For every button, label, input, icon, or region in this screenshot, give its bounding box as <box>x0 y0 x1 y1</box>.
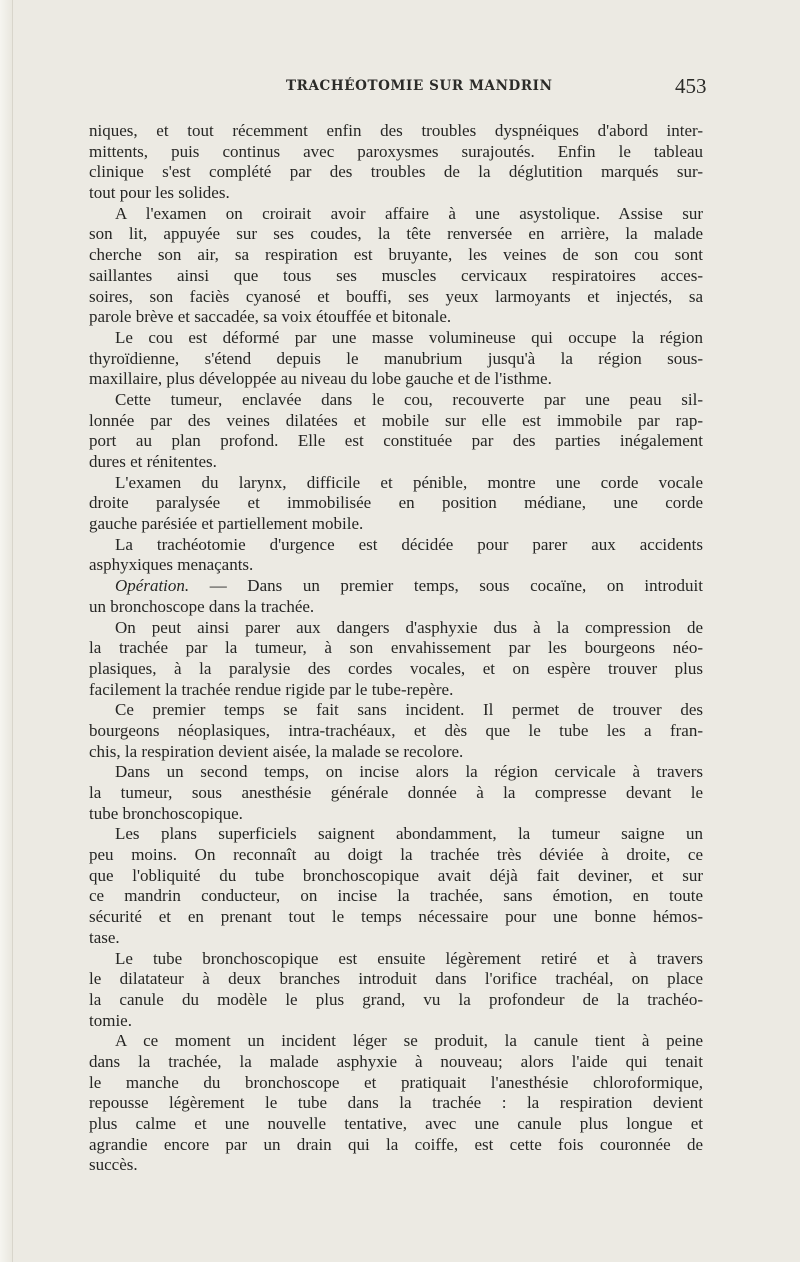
text-line: dans la trachée, la malade asphyxie à nouveau; alors l'aide qui tenait <box>89 1051 703 1071</box>
text-line: Les plans superficiels saignent abondamment, la tumeur saigne un <box>115 824 703 844</box>
text-line: son lit, appuyée sur ses coudes, la tête renversée en arrière, la malade <box>89 224 703 244</box>
text-line: clinique s'est complété par des troubles de la déglutition marqués sur- <box>89 162 703 182</box>
text-line: dures et rénitentes. <box>89 452 217 471</box>
text-line: asphyxiques menaçants. <box>89 555 254 575</box>
text-line: La trachéotomie d'urgence est décidée pour parer aux accidents <box>115 534 703 554</box>
text-line: maxillaire, plus développée au niveau du lobe gauche et de l'isthme. <box>89 369 552 389</box>
text-line: tomie. <box>89 1010 132 1030</box>
running-title: TRACHÉOTOMIE SUR MANDRIN <box>286 78 553 94</box>
text-line: tout pour les solides. <box>89 183 230 203</box>
text-line: On peut ainsi parer aux dangers d'asphyxie dus à la compression de <box>115 617 703 637</box>
page-number: 453 <box>675 74 707 98</box>
text-line: Dans un second temps, on incise alors la région cervicale à travers <box>115 762 703 782</box>
text-line: la trachée par la tumeur, à son envahissement par les bourgeons néo- <box>89 638 703 658</box>
text-line: la tumeur, sous anesthésie générale donnée à la compresse devant le <box>89 783 703 802</box>
text-line: soires, son faciès cyanosé et bouffi, ses yeux larmoyants et injectés, sa <box>89 286 703 306</box>
text-line: chis, la respiration devient aisée, la malade se recolore. <box>89 741 464 761</box>
text-line-operation <box>89 576 703 597</box>
text-line: ce mandrin conducteur, on incise la trachée, sans émotion, en toute <box>89 886 703 906</box>
text-line: Cette tumeur, enclavée dans le cou, recouverte par une peau sil- <box>115 389 703 409</box>
text-line: Le tube bronchoscopique est ensuite légèrement retiré et à travers <box>115 948 703 968</box>
text-line: succès. <box>89 1155 138 1175</box>
text-line: A ce moment un incident léger se produit, la canule tient à peine <box>115 1031 703 1051</box>
text-line: tube bronchoscopique. <box>89 803 243 823</box>
text-line: le manche du bronchoscope et pratiquait l'anesthésie chloroformique, <box>89 1072 703 1092</box>
text-line: sécurité et en prenant tout le temps nécessaire pour une bonne hémos- <box>89 907 703 927</box>
text-line: bourgeons néoplasiques, intra-trachéaux, et dès que le tube les a fran- <box>89 720 703 740</box>
text-line: lonnée par des veines dilatées et mobile sur elle est immobile par rap- <box>89 410 703 430</box>
text-line: Ce premier temps se fait sans incident. Il permet de trouver des <box>115 700 703 720</box>
body-text <box>89 121 703 1176</box>
text-line: niques, et tout récemment enfin des troubles dyspnéiques d'abord inter- <box>89 121 703 140</box>
text-line: que l'obliquité du tube bronchoscopique avait déjà fait deviner, et sur <box>89 865 703 885</box>
operation-line-rest: — Dans un premier temps, sous cocaïne, on introduit <box>189 576 703 596</box>
text-line: tase. <box>89 927 120 947</box>
text-line: mittents, puis continus avec paroxysmes surajoutés. Enfin le tableau <box>89 141 703 161</box>
running-head <box>0 74 800 104</box>
text-line: le dilatateur à deux branches introduit dans l'orifice trachéal, on place <box>89 969 703 989</box>
text-line: plus calme et une nouvelle tentative, avec une canule plus longue et <box>89 1114 703 1133</box>
text-line: un bronchoscope dans la trachée. <box>89 596 315 616</box>
text-line: parole brève et saccadée, sa voix étouffée et bitonale. <box>89 307 452 327</box>
page-spine-edge <box>0 0 13 1262</box>
text-line: repousse légèrement le tube dans la trachée : la respiration devient <box>89 1093 703 1113</box>
text-line: facilement la trachée rendue rigide par le tube-repère. <box>89 679 454 699</box>
text-line: peu moins. On reconnaît au doigt la trachée très déviée à droite, ce <box>89 845 703 865</box>
text-line: gauche parésiée et partiellement mobile. <box>89 514 364 534</box>
text-line: port au plan profond. Elle est constituée par des parties inégalement <box>89 431 703 451</box>
text-line: droite paralysée et immobilisée en position médiane, une corde <box>89 493 703 513</box>
text-line: A l'examen on croirait avoir affaire à une asystolique. Assise sur <box>115 203 703 223</box>
text-line: plasiques, à la paralysie des cordes vocales, et on espère trouver plus <box>89 658 703 678</box>
text-line: Le cou est déformé par une masse volumineuse qui occupe la région <box>115 327 703 347</box>
text-line: thyroïdienne, s'étend depuis le manubrium jusqu'à la région sous- <box>89 348 703 368</box>
text-line: agrandie encore par un drain qui la coiffe, est cette fois couronnée de <box>89 1134 703 1154</box>
operation-heading: Opération. <box>115 576 190 596</box>
text-line: la canule du modèle le plus grand, vu la profondeur de la trachéo- <box>89 989 703 1009</box>
text-line: L'examen du larynx, difficile et pénible, montre une corde vocale <box>115 472 703 492</box>
text-line: saillantes ainsi que tous ses muscles cervicaux respiratoires acces- <box>89 265 703 285</box>
text-line: cherche son air, sa respiration est bruyante, les veines de son cou sont <box>89 245 703 265</box>
